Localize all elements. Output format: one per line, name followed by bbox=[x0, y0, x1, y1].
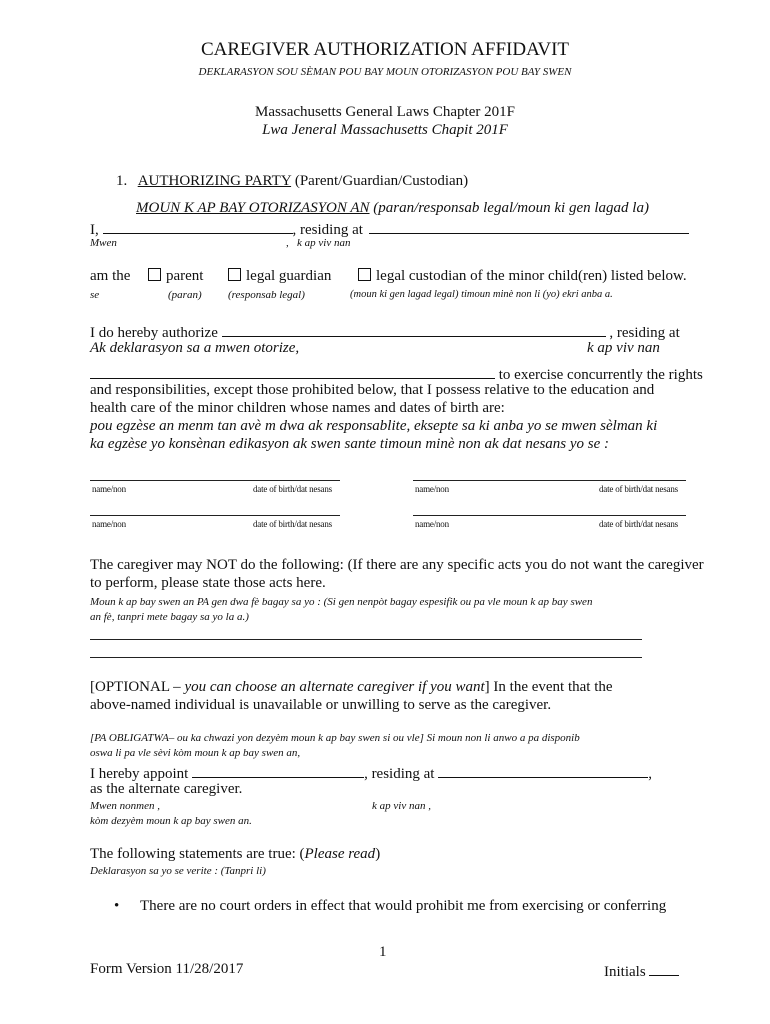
i-label: I, bbox=[90, 222, 99, 238]
option-legal-guardian-kreyol: (responsab legal) bbox=[228, 289, 305, 301]
exercise-rights-label: to exercise concurrently the rights bbox=[498, 367, 703, 383]
form-title: CAREGIVER AUTHORIZATION AFFIDAVIT bbox=[200, 39, 570, 60]
child-4-dob-label: date of birth/dat nesans bbox=[599, 519, 678, 529]
statements-kreyol: Deklarasyon sa yo se verite : (Tanpri li) bbox=[90, 865, 266, 877]
authorize-line bbox=[90, 322, 680, 342]
optional-line-1 bbox=[90, 679, 613, 696]
optional-rest: ] In the event that the bbox=[484, 679, 613, 695]
alternate-caregiver-name-field[interactable] bbox=[192, 763, 364, 778]
law-reference-kreyol: Lwa Jeneral Massachusetts Chapit 201F bbox=[262, 122, 508, 138]
option-parent[interactable] bbox=[148, 268, 203, 285]
mwen-nonmen-label: Mwen nonmen , bbox=[90, 800, 160, 812]
restrictions-field-1[interactable] bbox=[90, 639, 642, 640]
child-3-line[interactable] bbox=[90, 515, 340, 516]
caregiver-address-line bbox=[90, 364, 703, 384]
statement-1-text: There are no court orders in effect that would prohibit me from exercising or conferring bbox=[140, 898, 667, 914]
kap-viv-nan-text: k ap viv nan bbox=[297, 237, 351, 249]
comma: , bbox=[286, 237, 289, 249]
child-3-dob-label: date of birth/dat nesans bbox=[253, 519, 332, 529]
se-label: se bbox=[90, 289, 100, 301]
restrictions-line-2: to perform, please state those acts here. bbox=[90, 575, 326, 591]
restrictions-line-1: The caregiver may NOT do the following: (If there are any specific acts you do not want the caregiver bbox=[90, 557, 704, 573]
optional-kreyol-1: [PA OBLIGATWA– ou ka chwazi yon dezyèm moun k ap bay swen si ou vle] Si moun non li anwo a pa disponib bbox=[90, 732, 580, 744]
optional-line-2: above-named individual is unavailable or unwilling to serve as the caregiver. bbox=[90, 697, 552, 713]
authorizing-party-line bbox=[90, 219, 689, 239]
caregiver-name-field[interactable] bbox=[222, 322, 606, 337]
section-1-heading bbox=[116, 173, 468, 190]
child-2-line[interactable] bbox=[413, 480, 686, 481]
authorize-kreyol: Ak deklarasyon sa a mwen otorize, bbox=[90, 340, 300, 356]
initials-field[interactable] bbox=[649, 961, 679, 976]
optional-italic: you can choose an alternate caregiver if you want bbox=[184, 679, 485, 695]
kom-dezyem-label: kòm dezyèm moun k ap bay swen an. bbox=[90, 815, 252, 827]
option-legal-custodian[interactable] bbox=[358, 268, 687, 285]
statement-bullet: • bbox=[114, 898, 120, 914]
initials-label: Initials bbox=[604, 964, 646, 980]
child-3-name-label: name/non bbox=[92, 519, 126, 529]
am-the-label: am the bbox=[90, 268, 131, 284]
option-legal-custodian-label: legal custodian of the minor child(ren) listed below. bbox=[376, 268, 687, 284]
initials-block bbox=[604, 961, 679, 981]
form-subtitle-kreyol: DEKLARASYON SOU SÈMAN POU BAY MOUN OTORIZASYON POU BAY SWEN bbox=[198, 66, 572, 78]
checkbox-legal-custodian[interactable] bbox=[358, 268, 371, 281]
option-parent-kreyol: (paran) bbox=[168, 289, 202, 301]
restrictions-field-2[interactable] bbox=[90, 657, 642, 658]
alternate-caregiver-address-field[interactable] bbox=[438, 763, 648, 778]
option-legal-guardian[interactable] bbox=[228, 268, 331, 285]
paragraph-kreyol-2: ka egzèse yo konsènan edikasyon ak swen sante timoun minè non ak dat nesans yo se : bbox=[90, 436, 610, 452]
option-parent-label: parent bbox=[166, 268, 204, 284]
mwen-label: Mwen bbox=[90, 237, 117, 249]
section-1-heading-kreyol bbox=[136, 200, 649, 217]
statements-please-read: Please read bbox=[304, 846, 376, 862]
authorize-residing-label: , residing at bbox=[609, 325, 680, 341]
residing-at-label: , residing at bbox=[292, 222, 363, 238]
alternate-caregiver-label: as the alternate caregiver. bbox=[90, 781, 243, 797]
section-number: 1. bbox=[116, 173, 128, 189]
paragraph-line-1: and responsibilities, except those prohibited below, that I possess relative to the education and bbox=[90, 382, 655, 398]
authorizing-party-address-field[interactable] bbox=[369, 219, 689, 234]
appoint-kap-viv-nan-label: k ap viv nan , bbox=[372, 800, 431, 812]
option-legal-guardian-label: legal guardian bbox=[246, 268, 332, 284]
restrictions-kreyol-2: an fè, tanpri mete bagay sa yo la a.) bbox=[90, 611, 249, 623]
child-1-name-label: name/non bbox=[92, 484, 126, 494]
child-4-line[interactable] bbox=[413, 515, 686, 516]
optional-kreyol-2: oswa li pa vle sèvi kòm moun k ap bay swen an, bbox=[90, 747, 301, 759]
caregiver-address-field[interactable] bbox=[90, 364, 495, 379]
checkbox-parent[interactable] bbox=[148, 268, 161, 281]
section-title-kreyol-suffix: (paran/responsab legal/moun ki gen lagad la) bbox=[373, 200, 649, 216]
form-version: Form Version 11/28/2017 bbox=[90, 961, 244, 977]
option-legal-custodian-kreyol: (moun ki gen lagad legal) timoun minè non li (yo) ekri anba a. bbox=[350, 289, 613, 300]
page-number: 1 bbox=[379, 944, 387, 960]
authorize-kreyol-right: k ap viv nan bbox=[587, 340, 660, 356]
statements-close: ) bbox=[375, 846, 381, 862]
child-4-name-label: name/non bbox=[415, 519, 449, 529]
authorize-label: I do hereby authorize bbox=[90, 325, 218, 341]
appoint-line bbox=[90, 763, 652, 783]
appoint-residing-label: , residing at bbox=[364, 766, 435, 782]
paragraph-kreyol-1: pou egzèse an menm tan avè m dwa ak responsablite, eksepte sa ki anba yo se mwen sèlman ki bbox=[90, 418, 658, 434]
statements-heading bbox=[90, 846, 380, 863]
appoint-label: I hereby appoint bbox=[90, 766, 189, 782]
section-title-suffix: (Parent/Guardian/Custodian) bbox=[294, 173, 469, 189]
section-title: AUTHORIZING PARTY bbox=[137, 173, 292, 189]
law-reference: Massachusetts General Laws Chapter 201F bbox=[255, 104, 515, 120]
kap-viv-nan-label bbox=[286, 237, 350, 249]
section-title-kreyol: MOUN K AP BAY OTORIZASYON AN bbox=[136, 200, 370, 216]
paragraph-line-2: health care of the minor children whose names and dates of birth are: bbox=[90, 400, 505, 416]
appoint-end: , bbox=[648, 766, 652, 782]
child-2-dob-label: date of birth/dat nesans bbox=[599, 484, 678, 494]
child-2-name-label: name/non bbox=[415, 484, 449, 494]
child-1-dob-label: date of birth/dat nesans bbox=[253, 484, 332, 494]
optional-open: [OPTIONAL – bbox=[90, 679, 181, 695]
authorizing-party-name-field[interactable] bbox=[103, 219, 293, 234]
statements-lead: The following statements are true: ( bbox=[90, 846, 305, 862]
checkbox-legal-guardian[interactable] bbox=[228, 268, 241, 281]
child-1-line[interactable] bbox=[90, 480, 340, 481]
restrictions-kreyol-1: Moun k ap bay swen an PA gen dwa fè bagay sa yo : (Si gen nenpòt bagay espesifik ou pa vle moun k ap bay swen bbox=[90, 596, 593, 608]
